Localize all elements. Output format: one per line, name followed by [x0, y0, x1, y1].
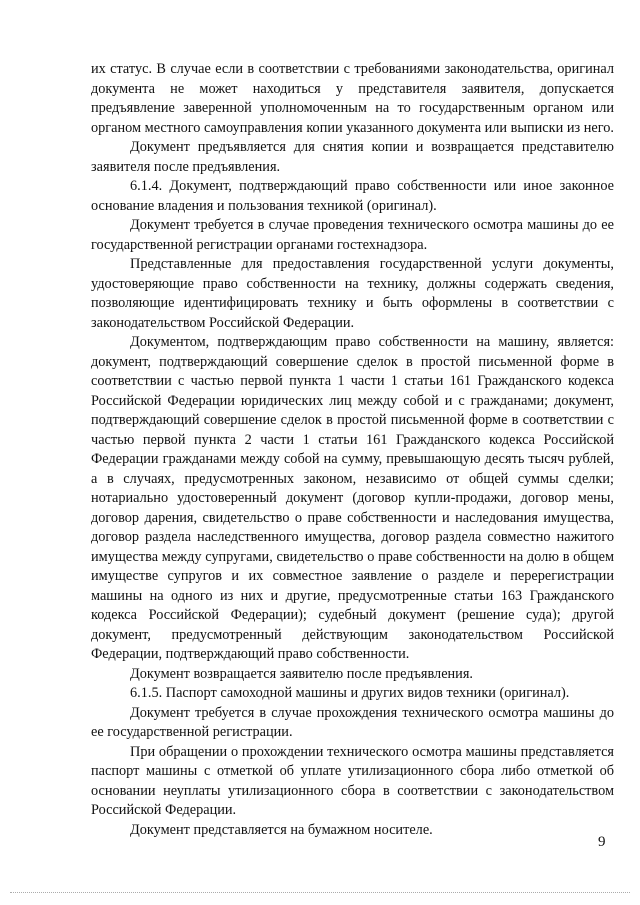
- paragraph-document-returned: Документ возвращается заявителю после предъявления.: [130, 665, 473, 682]
- paragraph-inspection-requirement: Документ требуется в случае проведения технического осмотра машины до ее государственной регистрации органами гостехнадзора.: [91, 217, 614, 253]
- paragraph-passport-requirement: Документ требуется в случае прохождения технического осмотра машины до ее государственной регистрации.: [91, 704, 614, 740]
- paragraph-6-1-4-title: 6.1.4. Документ, подтверждающий право собственности или иное законное основание владения и пользования техникой (оригинал).: [91, 178, 614, 214]
- paragraph-recycling-fee: При обращении о прохождении технического осмотра машины представляется паспорт машины с отметкой об уплате утилизационного сбора либо отметкой об основании неуплаты утилизационного сбора в соответствии с законодательством Российской Федерации.: [91, 743, 614, 818]
- document-body: [91, 60, 614, 840]
- paragraph-6-1-5-title: 6.1.5. Паспорт самоходной машины и других видов техники (оригинал).: [130, 685, 570, 701]
- page-number: 9: [598, 834, 606, 850]
- paragraph-ownership-list: Документом, подтверждающим право собственности на машину, является: документ, подтверждающий совершение сделок в простой письменной форме в соответствии с частью первой пункта 1 части 1 статьи 161 Гражданского кодекса Российской Федерации юридических лиц между собой и с гражданами; документ, подтверждающий совершение сделок в простой письменной форме в соответствии с частью первой пункта 2 части 1 статьи 161 Гражданского кодекса Российской Федерации гражданами между собой на сумму, превышающую десять тысяч рублей, а в случаях, предусмотренных законом, независимо от общей суммы сделки; нотариально удостоверенный документ (договор купли-продажи, договор мены, договор дарения, свидетельство о праве собственности и наследования имущества, договор раздела наследственного имущества, договор раздела совместно нажитого имущества между супругами, свидетельство о праве собственности на долю в общем имуществе супругов и их совместное заявление о разделе и перерегистрации машины на одного из них и другие, предусмотренные статьи 163 Гражданского кодекса Российской Федерации); судебный документ (решение суда); другой документ, предусмотренный действующим законодательством Российской Федерации, подтверждающий право собственности.: [91, 334, 614, 662]
- paragraph-status-continuation: их статус. В случае если в соответствии с требованиями законодательства, оригинал документа не может находиться у представителя заявителя, допускается предъявление заверенной уполномоченным на то государственным органом или органом местного самоуправления копии указанного документа или выписки из него.: [91, 61, 614, 136]
- paragraph-paper-medium: Документ представляется на бумажном носителе.: [130, 821, 433, 838]
- paragraph-copy-return: Документ предъявляется для снятия копии и возвращается представителю заявителя после предъявления.: [91, 139, 614, 175]
- scan-footer-line: [10, 892, 630, 893]
- paragraph-ownership-documents: Представленные для предоставления государственной услуги документы, удостоверяющие право собственности на технику, должны содержать сведения, позволяющие идентифицировать технику и быть оформлены в соответствии с законодательством Российской Федерации.: [91, 256, 614, 331]
